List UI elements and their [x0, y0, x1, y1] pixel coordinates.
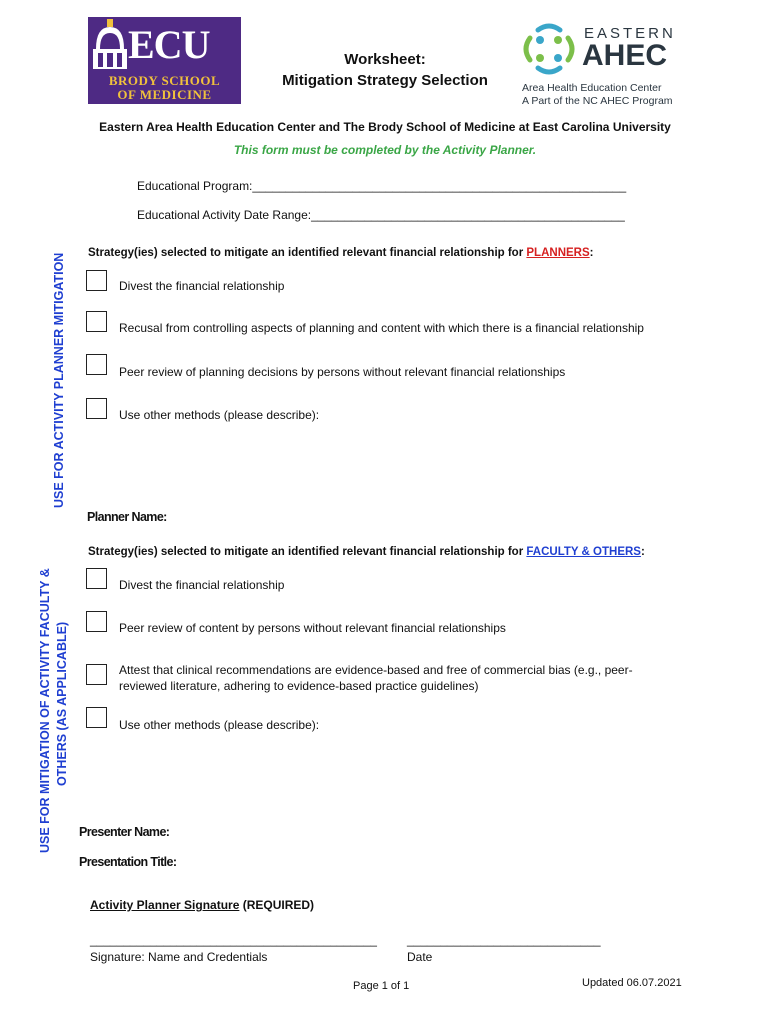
page-number: Page 1 of 1: [353, 980, 410, 992]
org-line: Eastern Area Health Education Center and The Brody School of Medicine at East Carolina University: [99, 120, 671, 134]
planner-heading-colon: :: [589, 247, 594, 259]
signature-line[interactable]: ___________________________________________: [90, 933, 377, 947]
completion-notice: This form must be completed by the Activity Planner.: [233, 143, 537, 157]
faculty-option-label-3: Attest that clinical recommendations are evidence-based and free of commercial bias (e.g., peer-reviewed literature, adhering to evidence-based practice guidelines): [119, 663, 633, 693]
planner-heading-text: Strategy(ies) selected to mitigate an identified relevant financial relationship for: [88, 247, 527, 259]
ahec-eastern: EASTERN: [584, 25, 676, 42]
ecu-sub1: BRODY SCHOOL: [108, 73, 221, 88]
faculty-option-label-4: Use other methods (please describe):: [119, 718, 320, 732]
presentation-title-label: Presentation Title:: [79, 855, 177, 869]
planner-option-checkbox-4[interactable]: [86, 398, 107, 419]
ahec-wordmark: AHEC: [582, 39, 668, 72]
faculty-highlight: FACULTY & OTHERS: [526, 546, 641, 558]
signature-caption: Signature: Name and Credentials: [90, 950, 268, 964]
faculty-option-checkbox-2[interactable]: [86, 611, 107, 632]
ahec-emblem-icon: [520, 20, 578, 78]
ahec-tagline1: Area Health Education Center: [522, 82, 662, 94]
planner-side-label: USE FOR ACTIVITY PLANNER MITIGATION: [52, 252, 66, 508]
faculty-side-label-1: USE FOR MITIGATION OF ACTIVITY FACULTY &: [38, 568, 52, 853]
signature-heading-text: Activity Planner Signature: [90, 898, 240, 912]
faculty-heading-text: Strategy(ies) selected to mitigate an identified relevant financial relationship for: [88, 546, 527, 558]
updated-date: Updated 06.07.2021: [582, 977, 682, 989]
faculty-option-label-2: Peer review of content by persons without relevant financial relationships: [119, 621, 506, 635]
planner-option-checkbox-1[interactable]: [86, 270, 107, 291]
planner-option-checkbox-2[interactable]: [86, 311, 107, 332]
ecu-wordmark: ECU: [128, 22, 210, 67]
page-title: [260, 49, 510, 91]
title-line1: Worksheet:: [344, 51, 426, 68]
faculty-heading-colon: :: [640, 546, 645, 558]
faculty-option-checkbox-4[interactable]: [86, 707, 107, 728]
cupola-icon: [90, 19, 130, 75]
educational-program-field[interactable]: Educational Program:________________________________________________________: [137, 179, 627, 193]
faculty-strategy-heading: [88, 546, 645, 558]
planners-highlight: PLANNERS: [526, 247, 590, 259]
planner-option-label-2: Recusal from controlling aspects of planning and content with which there is a financial relationship: [119, 321, 644, 335]
activity-date-range-field[interactable]: Educational Activity Date Range:_______________________________________________: [137, 208, 625, 222]
ahec-tagline2: A Part of the NC AHEC Program: [522, 95, 673, 107]
faculty-option-checkbox-1[interactable]: [86, 568, 107, 589]
date-caption: Date: [407, 950, 433, 964]
ecu-logo: [88, 17, 241, 104]
planner-option-checkbox-3[interactable]: [86, 354, 107, 375]
planner-name-label: Planner Name:: [87, 510, 167, 524]
faculty-option-label-1: Divest the financial relationship: [119, 578, 285, 592]
planner-option-label-1: Divest the financial relationship: [119, 279, 285, 293]
date-line[interactable]: _____________________________: [407, 933, 601, 947]
planner-option-label-4: Use other methods (please describe):: [119, 408, 320, 422]
presenter-name-label: Presenter Name:: [79, 825, 170, 839]
signature-required: (REQUIRED): [239, 898, 315, 912]
ecu-sub2: OF MEDICINE: [117, 87, 212, 102]
faculty-side-label-2: OTHERS (AS APPLICABLE): [55, 621, 69, 786]
signature-heading: [90, 898, 314, 912]
planner-strategy-heading: [88, 247, 594, 259]
title-line2: Mitigation Strategy Selection: [282, 72, 488, 89]
planner-option-label-3: Peer review of planning decisions by persons without relevant financial relationships: [119, 365, 566, 379]
faculty-option-checkbox-3[interactable]: [86, 664, 107, 685]
